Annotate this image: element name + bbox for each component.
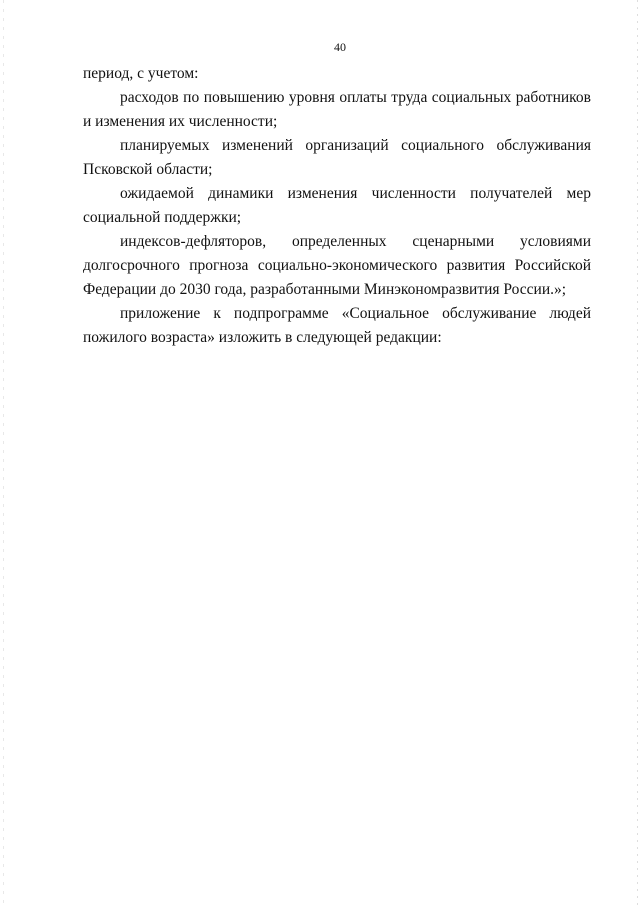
- page-number: 40: [334, 40, 346, 54]
- paragraph-3: планируемых изменений организаций социального обслуживания Псковской области;: [83, 137, 591, 178]
- body-text: [83, 62, 591, 350]
- paragraph-5: индексов-дефляторов, определенных сценарными условиями долгосрочного прогноза социально-экономического развития Российской Федерации до 2030 года, разработанными Минэкономразвития России.»;: [83, 233, 591, 298]
- paragraph-2: расходов по повышению уровня оплаты труда социальных работников и изменения их численности;: [83, 89, 591, 130]
- scan-edge-right: [637, 0, 638, 905]
- paragraph-1: период, с учетом:: [83, 65, 199, 82]
- paragraph-6: приложение к подпрограмме «Социальное обслуживание людей пожилого возраста» изложить в следующей редакции:: [83, 305, 591, 346]
- paragraph-4: ожидаемой динамики изменения численности получателей мер социальной поддержки;: [83, 185, 591, 226]
- scan-edge-left: [3, 0, 4, 905]
